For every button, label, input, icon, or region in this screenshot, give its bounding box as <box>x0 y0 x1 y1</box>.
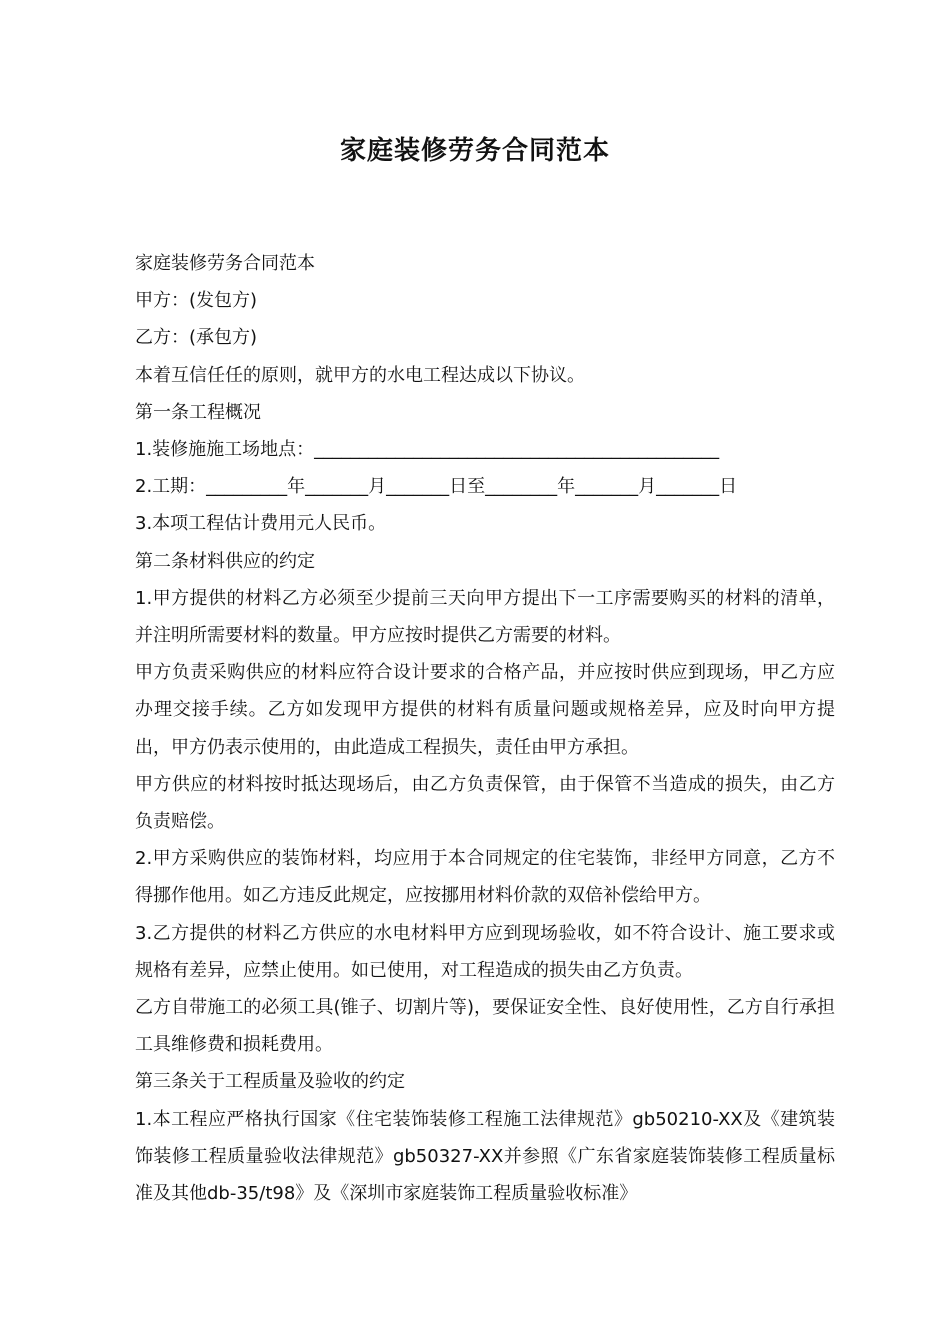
section2-heading: 第二条材料供应的约定 <box>135 550 315 572</box>
subtitle-line: 家庭装修劳务合同范本 <box>135 253 315 274</box>
section1-heading: 第一条工程概况 <box>135 401 261 423</box>
materials-clause-6: 乙方自带施工的必须工具(锥子、切割片等)，要保证安全性、良好使用性，乙方自行承担工具维修费和损耗费用。 <box>135 997 835 1056</box>
materials-clause-4: 2.甲方采购供应的装饰材料，均应用于本合同规定的住宅装饰，非经甲方同意，乙方不得挪作他用。如乙方违反此规定，应按挪用材料价款的双倍补偿给甲方。 <box>135 848 835 907</box>
materials-clause-5: 3.乙方提供的材料乙方供应的水电材料甲方应到现场验收，如不符合设计、施工要求或规格有差异，应禁止使用。如已使用，对工程造成的损失由乙方负责。 <box>135 922 835 981</box>
site-location-line: 1.装修施施工场地点：_____________________________________________ <box>135 439 720 461</box>
cost-line: 3.本项工程估计费用元人民币。 <box>135 513 387 535</box>
quality-clause-1: 1.本工程应严格执行国家《住宅装饰装修工程施工法律规范》gb50210-XX及《建筑装饰装修工程质量验收法律规范》gb50327-XX并参照《广东省家庭装饰装修工程质量标准及其他db-35/t98》及《深圳市家庭装饰工程质量验收标准》 <box>135 1108 835 1205</box>
duration-line: 2.工期：_________年_______月_______日至________年_______月_______日 <box>135 476 738 498</box>
party-b-line: 乙方：(承包方) <box>135 327 258 349</box>
document-title: 家庭装修劳务合同范本 <box>339 136 610 166</box>
preamble-line: 本着互信任任的原则，就甲方的水电工程达成以下协议。 <box>135 364 585 386</box>
materials-clause-3: 甲方供应的材料按时抵达现场后，由乙方负责保管，由于保管不当造成的损失，由乙方负责赔偿。 <box>135 773 835 833</box>
materials-clause-2: 甲方负责采购供应的材料应符合设计要求的合格产品，并应按时供应到现场，甲乙方应办理交接手续。乙方如发现甲方提供的材料有质量问题或规格差异，应及时向甲方提出，甲方仍表示使用的，由此造成工程损失，责任由甲方承担。 <box>135 662 835 758</box>
party-a-line: 甲方：(发包方) <box>135 290 258 312</box>
section3-heading: 第三条关于工程质量及验收的约定 <box>135 1071 405 1093</box>
materials-clause-1: 1.甲方提供的材料乙方必须至少提前三天向甲方提出下一工序需要购买的材料的清单，并注明所需要材料的数量。甲方应按时提供乙方需要的材料。 <box>135 587 835 647</box>
document-body <box>115 245 835 1212</box>
